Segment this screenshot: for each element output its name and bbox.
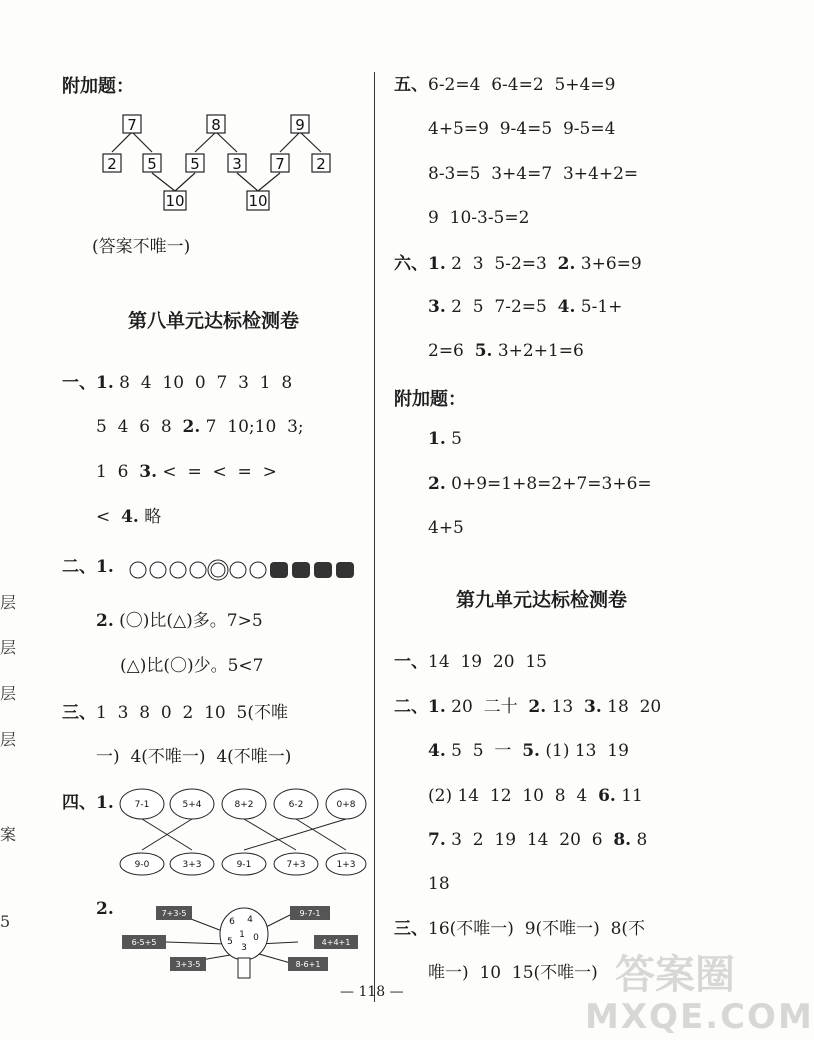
flower-expr-1: 9-0 — [134, 860, 150, 870]
tree-mid-3: 5 — [190, 155, 200, 173]
r3-line1: 三、16(不唯一) 9(不唯一) 8(不 — [394, 919, 646, 939]
answer-note: (答案不唯一) — [92, 237, 191, 257]
tree-mid-4: 3 — [232, 155, 242, 173]
tree-mid-2: 5 — [147, 155, 157, 173]
q2-line2: 2. (〇)比(△)多。7>5 — [96, 611, 263, 631]
q5-line4: 9 10-3-5=2 — [428, 208, 530, 228]
r2-line5: 18 — [428, 874, 450, 894]
margin-char-6: 5 — [0, 912, 11, 931]
q6-line1: 六、1. 2 3 5-2=3 2. 3+6=9 — [394, 254, 642, 274]
tree-top-3: 9 — [295, 116, 305, 134]
margin-char-2: 层 — [0, 638, 17, 657]
apple-2: 4 — [247, 915, 253, 925]
apple-6: 3 — [241, 943, 247, 953]
q6-line3: 2=6 5. 3+2+1=6 — [428, 341, 584, 361]
r1-line: 一、14 19 20 15 — [394, 652, 547, 672]
bug-expr-left-3: 3+3-5 — [175, 960, 201, 969]
number-tree-diagram — [95, 112, 345, 214]
q4-line1: 四、1. — [62, 793, 114, 813]
tree-bottom-2: 10 — [248, 192, 268, 210]
bug-expr-left-2: 6-5+5 — [131, 938, 157, 947]
bug-expr-right-1: 9-7-1 — [299, 909, 321, 918]
q5-line3: 8-3=5 3+4=7 3+4+2= — [428, 164, 639, 184]
bug-expr-right-2: 4+4+1 — [321, 938, 351, 947]
r2-line3: (2) 14 12 10 8 4 6. 11 — [428, 786, 643, 806]
tree-mid-6: 2 — [316, 155, 326, 173]
r2-line4: 7. 3 2 19 14 20 6 8. 8 — [428, 830, 648, 850]
apple-4: 5 — [227, 937, 233, 947]
q3-line2: 一) 4(不唯一) 4(不唯一) — [96, 747, 292, 767]
q4-line2: 2. — [96, 899, 114, 919]
r2-line2: 4. 5 5 一 5. (1) 13 19 — [428, 741, 629, 761]
flower-expr-5: 1+3 — [336, 860, 356, 870]
bug-expr-right-3: 8-6+1 — [295, 960, 321, 969]
cloud-expr-3: 8+2 — [234, 800, 254, 810]
unit8-title: 第八单元达标检测卷 — [128, 310, 300, 332]
q5-line1: 五、6-2=4 6-4=2 5+4=9 — [394, 75, 616, 95]
tree-mid-5: 7 — [275, 155, 285, 173]
cloud-expr-4: 6-2 — [288, 800, 304, 810]
q3-line1: 三、1 3 8 0 2 10 5(不唯 — [62, 703, 289, 723]
q2-line3: (△)比(〇)少。5<7 — [120, 656, 264, 676]
q1-line1: 一、1. 8 4 10 0 7 3 1 8 — [62, 373, 293, 393]
apple-tree-matching-diagram — [118, 892, 368, 982]
extra2-line3: 4+5 — [428, 518, 464, 538]
q5-line2: 4+5=9 9-4=5 9-5=4 — [428, 119, 616, 139]
flower-expr-3: 9-1 — [236, 860, 252, 870]
r2-line1: 二、1. 20 二十 2. 13 3. 18 20 — [394, 697, 662, 717]
bug-expr-left-1: 7+3-5 — [161, 909, 187, 918]
flower-expr-2: 3+3 — [182, 860, 202, 870]
watermark-logo: 答案圈 MXQE.COM — [585, 952, 814, 1037]
animal-row-icons — [128, 558, 354, 582]
apple-1: 6 — [229, 917, 235, 927]
unit9-title: 第九单元达标检测卷 — [456, 589, 628, 611]
flower-expr-4: 7+3 — [286, 860, 306, 870]
extra2-line2: 2. 0+9=1+8=2+7=3+6= — [428, 474, 652, 494]
q2-line1: 二、1. — [62, 557, 114, 577]
column-divider — [374, 72, 375, 1002]
margin-char-5: 案 — [0, 825, 17, 844]
apple-3: 1 — [239, 930, 245, 940]
cloud-expr-1: 7-1 — [134, 800, 150, 810]
margin-char-3: 层 — [0, 684, 17, 703]
page-number: — 118 — — [340, 984, 404, 1000]
cloud-flower-matching-diagram — [118, 784, 368, 880]
extra-question-heading-2: 附加题： — [394, 389, 466, 410]
tree-top-1: 7 — [127, 116, 137, 134]
extra-question-heading: 附加题： — [62, 76, 134, 97]
q6-line2: 3. 2 5 7-2=5 4. 5-1+ — [428, 297, 623, 317]
tree-bottom-1: 10 — [165, 192, 185, 210]
extra2-line1: 1. 5 — [428, 429, 462, 449]
margin-char-1: 层 — [0, 593, 17, 612]
q1-line2: 5 4 6 8 2. 7 10;10 3; — [96, 417, 304, 437]
q1-line4: < 4. 略 — [96, 507, 162, 527]
cloud-expr-2: 5+4 — [182, 800, 202, 810]
apple-5: 0 — [253, 933, 259, 943]
cloud-expr-5: 0+8 — [336, 800, 356, 810]
r3-line2: 唯一) 10 15(不唯一) — [428, 963, 598, 983]
tree-top-2: 8 — [211, 116, 221, 134]
tree-mid-1: 2 — [107, 155, 117, 173]
q1-line3: 1 6 3. < = < = > — [96, 462, 277, 482]
margin-char-4: 层 — [0, 730, 17, 749]
